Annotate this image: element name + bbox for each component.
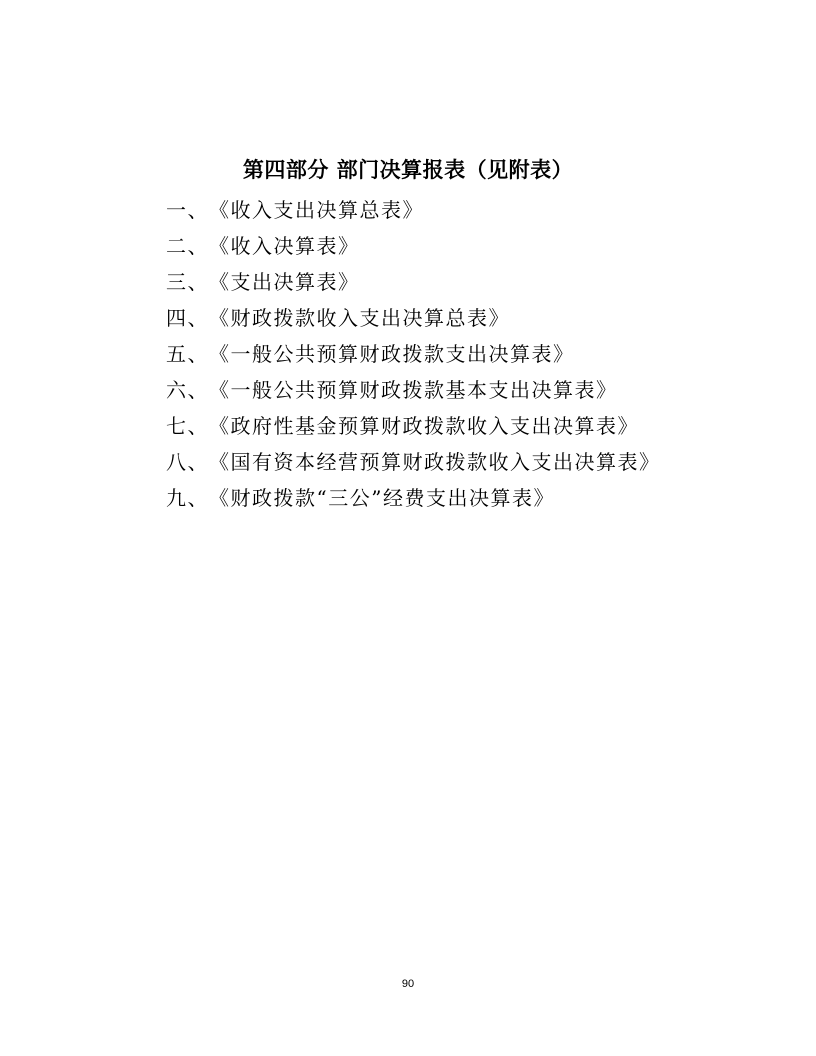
page-number: 90 [401, 978, 415, 990]
list-item [166, 231, 766, 267]
item-text: 《国有资本经营预算财政拨款收入支出决算表》 [209, 450, 661, 474]
list-item [166, 447, 766, 483]
list-item [166, 303, 766, 339]
item-number: 八、 [166, 450, 209, 474]
item-text: 《支出决算表》 [209, 270, 360, 294]
list-item [166, 411, 766, 447]
item-number: 三、 [166, 270, 209, 294]
list-item [166, 339, 766, 375]
item-text: 《收入支出决算总表》 [209, 198, 424, 222]
item-text: 《财政拨款“三公”经费支出决算表》 [209, 486, 555, 510]
item-number: 五、 [166, 342, 209, 366]
item-number: 四、 [166, 306, 209, 330]
item-text: 《一般公共预算财政拨款基本支出决算表》 [209, 378, 618, 402]
item-text: 《收入决算表》 [209, 234, 360, 258]
report-list [166, 195, 766, 519]
section-title: 第四部分 部门决算报表（见附表） [242, 158, 574, 182]
list-item [166, 375, 766, 411]
list-item [166, 483, 766, 519]
list-item [166, 195, 766, 231]
item-text: 《财政拨款收入支出决算总表》 [209, 306, 510, 330]
item-number: 一、 [166, 198, 209, 222]
item-number: 七、 [166, 414, 209, 438]
item-text: 《一般公共预算财政拨款支出决算表》 [209, 342, 575, 366]
item-number: 六、 [166, 378, 209, 402]
item-number: 二、 [166, 234, 209, 258]
item-number: 九、 [166, 486, 209, 510]
item-text: 《政府性基金预算财政拨款收入支出决算表》 [209, 414, 639, 438]
list-item [166, 267, 766, 303]
